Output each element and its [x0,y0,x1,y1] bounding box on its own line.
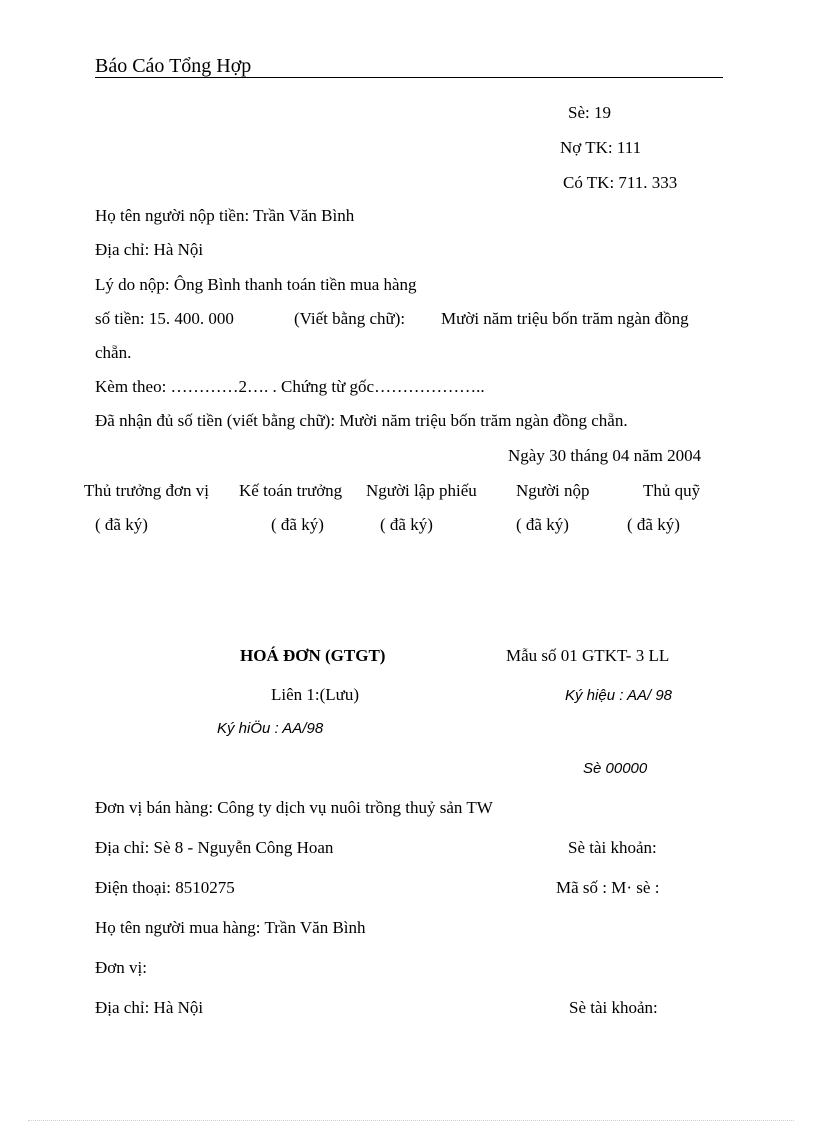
signer-status-head: ( đã ký) [95,515,148,534]
signer-status-chief-accountant: ( đã ký) [271,515,324,534]
buyer-account: Sè tài khoản: [569,998,658,1017]
payer-name: Họ tên người nộp tiền: Trần Văn Bình [95,206,355,225]
debit-account: Nợ TK: 111 [560,138,642,157]
buyer-name: Họ tên người mua hàng: Trần Văn Bình [95,918,366,937]
invoice-copy: Liên 1:(Lưu) [271,685,360,704]
header-rule [95,77,723,78]
signer-role-payer: Người nộp [516,481,590,500]
invoice-symbol-right: Ký hiệu : AA/ 98 [565,687,673,704]
receipt-date: Ngày 30 tháng 04 năm 2004 [508,446,702,465]
invoice-serial: Sè 00000 [583,760,648,777]
payment-amount: số tiền: 15. 400. 000 [95,309,234,328]
payer-address: Địa chỉ: Hà Nội [95,240,204,259]
buyer-unit: Đơn vị: [95,958,147,977]
seller-name: Đơn vị bán hàng: Công ty dịch vụ nuôi trồng thuỷ sản TW [95,798,493,817]
seller-address: Địa chỉ: Sè 8 - Nguyễn Công Hoan [95,838,334,857]
signer-role-chief-accountant: Kế toán trưởng [239,481,343,500]
page-bottom-dotted-line [28,1120,794,1121]
seller-account: Sè tài khoản: [568,838,657,857]
signer-role-cashier: Thủ quỹ [643,481,701,500]
payment-reason: Lý do nộp: Ông Bình thanh toán tiền mua hàng [95,275,417,294]
attached-documents: Kèm theo: …………2…. . Chứng từ gốc……………….. [95,377,485,396]
credit-account: Có TK: 711. 333 [563,173,678,192]
signer-role-head: Thủ trưởng đơn vị [84,481,209,500]
signer-status-cashier: ( đã ký) [627,515,680,534]
seller-phone: Điện thoại: 8510275 [95,878,235,897]
amount-words-label: (Viết bằng chữ): [294,309,406,328]
report-header-title: Báo Cáo Tổng Hợp [95,55,252,77]
amount-words-continued: chẵn. [95,343,132,362]
signer-role-preparer: Người lập phiếu [366,481,477,500]
invoice-symbol-left: Ký hiÖu : AA/98 [217,720,324,737]
amount-words: Mười năm triệu bốn trăm ngàn đồng [441,309,689,328]
signer-status-payer: ( đã ký) [516,515,569,534]
tax-code: Mã số : M· sè : [556,878,660,897]
signer-status-preparer: ( đã ký) [380,515,433,534]
received-amount: Đã nhận đủ số tiền (viết bằng chữ): Mười năm triệu bốn trăm ngàn đồng chẵn. [95,411,628,430]
buyer-address: Địa chỉ: Hà Nội [95,998,204,1017]
invoice-form-number: Mẫu số 01 GTKT- 3 LL [506,646,670,665]
receipt-number: Sè: 19 [568,103,611,122]
invoice-title: HOÁ ĐƠN (GTGT) [240,646,386,665]
